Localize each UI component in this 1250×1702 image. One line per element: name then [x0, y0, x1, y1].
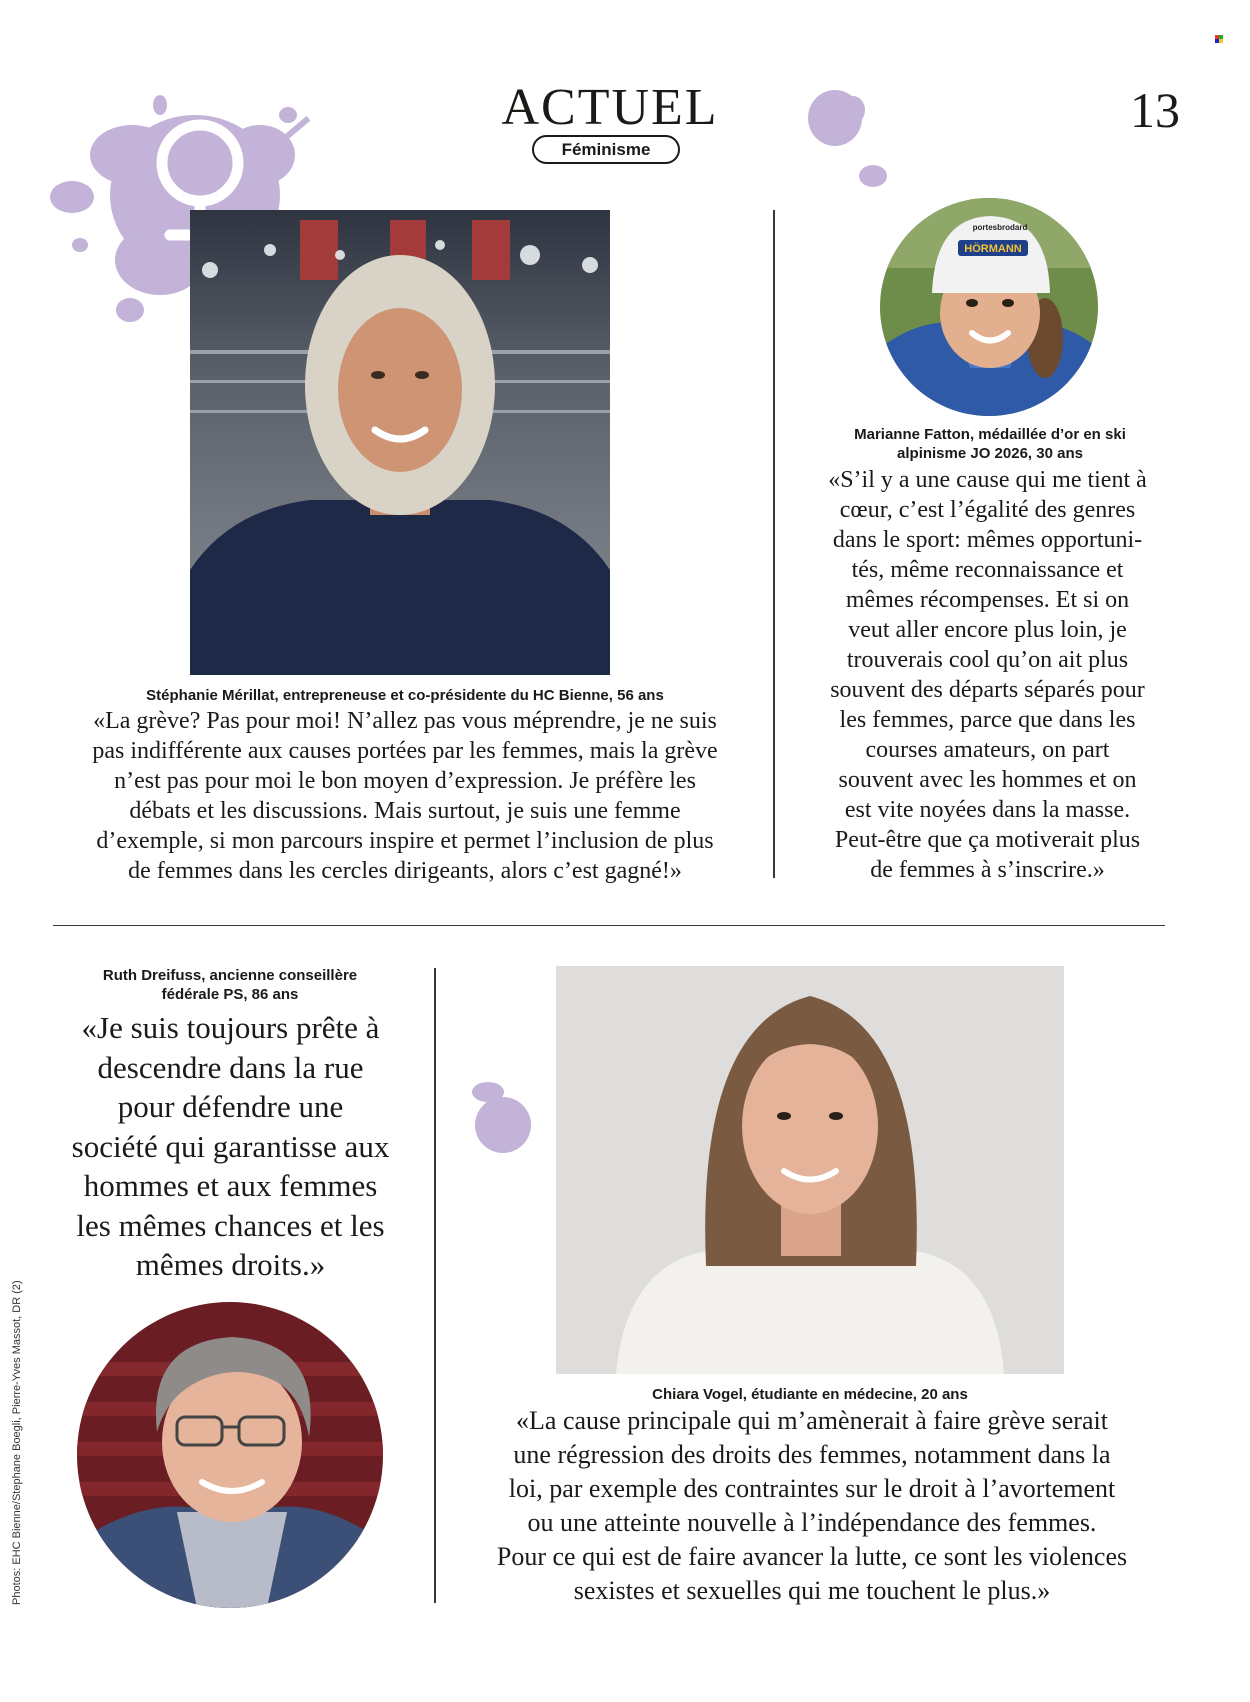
quote-line: une régression des droits des femmes, notamment dans la	[513, 1440, 1111, 1469]
column-divider-bottom	[434, 968, 436, 1603]
quote-line: société qui garantisse aux	[71, 1128, 390, 1164]
quote-line: ou une atteinte nouvelle à l’indépendance des femmes.	[527, 1508, 1097, 1537]
portrait-photo-vogel	[556, 966, 1064, 1374]
corner-mark	[1215, 35, 1223, 43]
caption-line: Ruth Dreifuss, ancienne conseillère	[102, 967, 358, 984]
quote-line: courses amateurs, on part	[865, 737, 1110, 763]
portrait-photo-fatton	[880, 198, 1098, 416]
quote-line: Pour ce qui est de faire avancer la lutte, ce sont les violences	[496, 1542, 1128, 1571]
quote-line: «La grève? Pas pour moi! N’allez pas vous méprendre, je ne suis	[93, 708, 717, 734]
quote-line: souvent des départs séparés pour	[830, 677, 1145, 703]
quote-line: de femmes dans les cercles dirigeants, alors c’est gagné!»	[128, 858, 682, 884]
caption-line: alpinisme JO 2026, 30 ans	[897, 445, 1083, 462]
quote-line: hommes et aux femmes	[83, 1168, 378, 1203]
caption-fatton	[815, 425, 1165, 463]
page-number: 13	[1130, 82, 1180, 138]
cap-sponsor-text: HÖRMANN	[964, 243, 1022, 255]
quote-vogel	[452, 1404, 1172, 1608]
caption-vogel: Chiara Vogel, étudiante en médecine, 20 ans	[652, 1386, 968, 1403]
quote-line: de femmes à s’inscrire.»	[870, 857, 1105, 883]
quote-line: souvent avec les hommes et on	[838, 767, 1137, 793]
portrait-photo-dreifuss	[77, 1302, 383, 1608]
quote-line: pas indifférente aux causes portées par les femmes, mais la grève	[92, 738, 718, 764]
quote-line: «S’il y a une cause qui me tient à	[828, 467, 1147, 493]
paint-blob-icon	[805, 88, 895, 193]
quote-dreifuss	[48, 1008, 413, 1285]
caption-line: Marianne Fatton, médaillée d’or en ski	[854, 426, 1126, 443]
quote-line: les mêmes chances et les	[76, 1207, 385, 1243]
quote-line: tés, même reconnaissance et	[851, 557, 1124, 583]
quote-line: «Je suis toujours prête à	[81, 1010, 380, 1045]
quote-line: dans le sport: mêmes opportuni-	[832, 527, 1143, 553]
quote-line: n’est pas pour moi le bon moyen d’expression. Je préfère les	[114, 768, 696, 794]
quote-line: descendre dans la rue	[97, 1049, 364, 1085]
category-badge: Féminisme	[532, 135, 680, 164]
cap-brand-text: portesbrodard	[972, 223, 1028, 232]
quote-line: sexistes et sexuelles qui me touchent le plus.»	[573, 1576, 1051, 1605]
quote-line: d’exemple, si mon parcours inspire et permet l’inclusion de plus	[96, 828, 714, 854]
quote-line: les femmes, parce que dans les	[839, 707, 1136, 733]
photo-credit: Photos: EHC Bienne/Stephane Boegli, Pierre-Yves Massot, DR (2)	[11, 1280, 23, 1605]
quote-line: est vite noyées dans la masse.	[844, 797, 1131, 823]
quote-line: veut aller encore plus loin, je	[848, 617, 1127, 643]
quote-line: mêmes récompenses. Et si on	[845, 587, 1130, 613]
quote-line: mêmes droits.»	[135, 1247, 326, 1282]
quote-line: loi, par exemple des contraintes sur le droit à l’avortement	[508, 1474, 1116, 1503]
quote-line: pour défendre une	[117, 1089, 344, 1124]
quote-line: «La cause principale qui m’amènerait à faire grève serait	[516, 1406, 1108, 1435]
caption-dreifuss	[60, 966, 400, 1004]
paint-blob-icon	[468, 1080, 533, 1155]
caption-line: fédérale PS, 86 ans	[161, 986, 299, 1003]
row-divider	[53, 925, 1165, 926]
quote-line: Peut-être que ça motiverait plus	[834, 827, 1141, 853]
quote-merillat	[52, 706, 758, 886]
quote-line: cœur, c’est l’égalité des genres	[839, 497, 1136, 523]
caption-merillat: Stéphanie Mérillat, entrepreneuse et co-présidente du HC Bienne, 56 ans	[146, 687, 664, 704]
column-divider-top	[773, 210, 775, 878]
quote-line: débats et les discussions. Mais surtout, je suis une femme	[129, 798, 681, 824]
portrait-photo-merillat	[190, 210, 610, 675]
quote-fatton	[795, 465, 1180, 885]
section-title: ACTUEL	[501, 79, 719, 136]
quote-line: trouverais cool qu’on ait plus	[846, 647, 1129, 673]
